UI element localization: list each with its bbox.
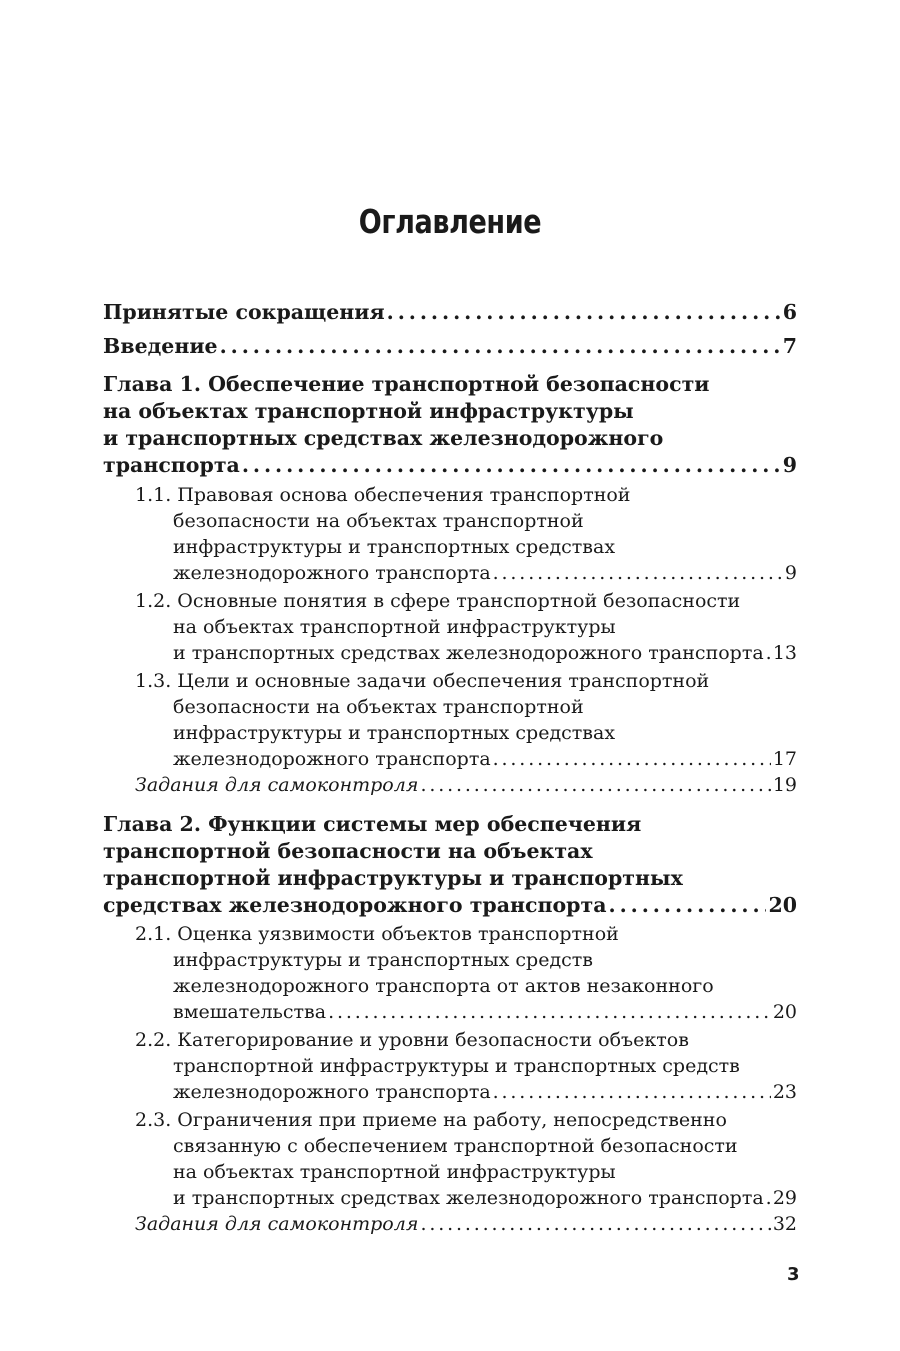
toc-entry-label: Задания для самоконтроля xyxy=(135,1213,419,1235)
dot-leader xyxy=(609,893,767,917)
toc-entry-page: 7 xyxy=(782,334,797,358)
chapter-2-entry[interactable] xyxy=(103,893,797,917)
section-1-1-line[interactable]: 1.1. Правовая основа обеспечения транспортной xyxy=(135,484,631,506)
dot-leader xyxy=(766,1187,771,1209)
section-1-2-entry[interactable] xyxy=(173,642,797,664)
dot-leader xyxy=(493,1081,771,1103)
section-1-3-entry[interactable] xyxy=(173,748,797,770)
toc-entry-label: и транспортных средствах железнодорожного транспорта xyxy=(173,1187,764,1209)
toc-entry-label: железнодорожного транспорта xyxy=(173,748,491,770)
section-1-2-line[interactable]: 1.2. Основные понятия в сфере транспортной безопасности xyxy=(135,590,741,612)
section-1-1-entry[interactable] xyxy=(173,562,797,584)
dot-leader xyxy=(493,748,771,770)
toc-entry-page: 13 xyxy=(772,642,797,664)
toc-entry-label: железнодорожного транспорта xyxy=(173,1081,491,1103)
section-2-3-line[interactable]: связанную с обеспечением транспортной безопасности xyxy=(173,1135,738,1157)
chapter-1-entry[interactable] xyxy=(103,453,797,477)
chapter-2-title-line[interactable]: Глава 2. Функции системы мер обеспечения xyxy=(103,812,642,836)
section-2-1-line[interactable]: железнодорожного транспорта от актов незаконного xyxy=(173,975,714,997)
toc-entry-page: 9 xyxy=(784,562,797,584)
toc-entry-label: средствах железнодорожного транспорта xyxy=(103,893,607,917)
section-2-3-entry[interactable] xyxy=(173,1187,797,1209)
toc-entry-page: 9 xyxy=(782,453,797,477)
section-1-2-line[interactable]: на объектах транспортной инфраструктуры xyxy=(173,616,616,638)
dot-leader xyxy=(766,642,771,664)
dot-leader xyxy=(242,453,781,477)
dot-leader xyxy=(493,562,783,584)
toc-entry-page: 29 xyxy=(772,1187,797,1209)
section-2-1-entry[interactable] xyxy=(173,1001,797,1023)
toc-entry-label: транспорта xyxy=(103,453,240,477)
chapter-1-title-line[interactable]: на объектах транспортной инфраструктуры xyxy=(103,399,634,423)
section-2-1-line[interactable]: 2.1. Оценка уязвимости объектов транспортной xyxy=(135,923,619,945)
section-1-1-line[interactable]: инфраструктуры и транспортных средствах xyxy=(173,536,616,558)
dot-leader xyxy=(328,1001,771,1023)
section-2-2-entry[interactable] xyxy=(173,1081,797,1103)
chapter-1-title-line[interactable]: и транспортных средствах железнодорожного xyxy=(103,426,664,450)
toc-entry-page: 6 xyxy=(782,300,797,324)
toc-entry-abbreviations[interactable] xyxy=(103,300,797,324)
section-2-1-line[interactable]: инфраструктуры и транспортных средств xyxy=(173,949,593,971)
section-2-2-line[interactable]: 2.2. Категорирование и уровни безопасности объектов xyxy=(135,1029,689,1051)
toc-entry-label: Принятые сокращения xyxy=(103,300,385,324)
dot-leader xyxy=(220,334,781,358)
dot-leader xyxy=(387,300,781,324)
chapter-2-self-check-entry[interactable] xyxy=(135,1213,797,1235)
toc-entry-introduction[interactable] xyxy=(103,334,797,358)
section-2-3-line[interactable]: на объектах транспортной инфраструктуры xyxy=(173,1161,616,1183)
page-title: Оглавление xyxy=(358,202,542,241)
toc-entry-label: Введение xyxy=(103,334,218,358)
section-2-2-line[interactable]: транспортной инфраструктуры и транспортных средств xyxy=(173,1055,740,1077)
toc-entry-page: 32 xyxy=(772,1213,797,1235)
section-1-3-line[interactable]: безопасности на объектах транспортной xyxy=(173,696,584,718)
toc-entry-page: 20 xyxy=(772,1001,797,1023)
dot-leader xyxy=(420,774,770,796)
chapter-1-self-check-entry[interactable] xyxy=(135,774,797,796)
section-2-3-line[interactable]: 2.3. Ограничения при приеме на работу, непосредственно xyxy=(135,1109,727,1131)
toc-entry-page: 20 xyxy=(768,893,797,917)
page-number: 3 xyxy=(787,1264,800,1285)
toc-entry-label: и транспортных средствах железнодорожного транспорта xyxy=(173,642,764,664)
chapter-2-title-line[interactable]: транспортной инфраструктуры и транспортных xyxy=(103,866,683,890)
chapter-2-title-line[interactable]: транспортной безопасности на объектах xyxy=(103,839,593,863)
dot-leader xyxy=(420,1213,770,1235)
toc-entry-page: 19 xyxy=(772,774,797,796)
chapter-1-title-line[interactable]: Глава 1. Обеспечение транспортной безопасности xyxy=(103,372,710,396)
toc-entry-page: 23 xyxy=(772,1081,797,1103)
toc-entry-page: 17 xyxy=(772,748,797,770)
section-1-3-line[interactable]: 1.3. Цели и основные задачи обеспечения транспортной xyxy=(135,670,710,692)
toc-entry-label: Задания для самоконтроля xyxy=(135,774,419,796)
toc-entry-label: железнодорожного транспорта xyxy=(173,562,491,584)
section-1-1-line[interactable]: безопасности на объектах транспортной xyxy=(173,510,584,532)
toc-entry-label: вмешательства xyxy=(173,1001,327,1023)
section-1-3-line[interactable]: инфраструктуры и транспортных средствах xyxy=(173,722,616,744)
